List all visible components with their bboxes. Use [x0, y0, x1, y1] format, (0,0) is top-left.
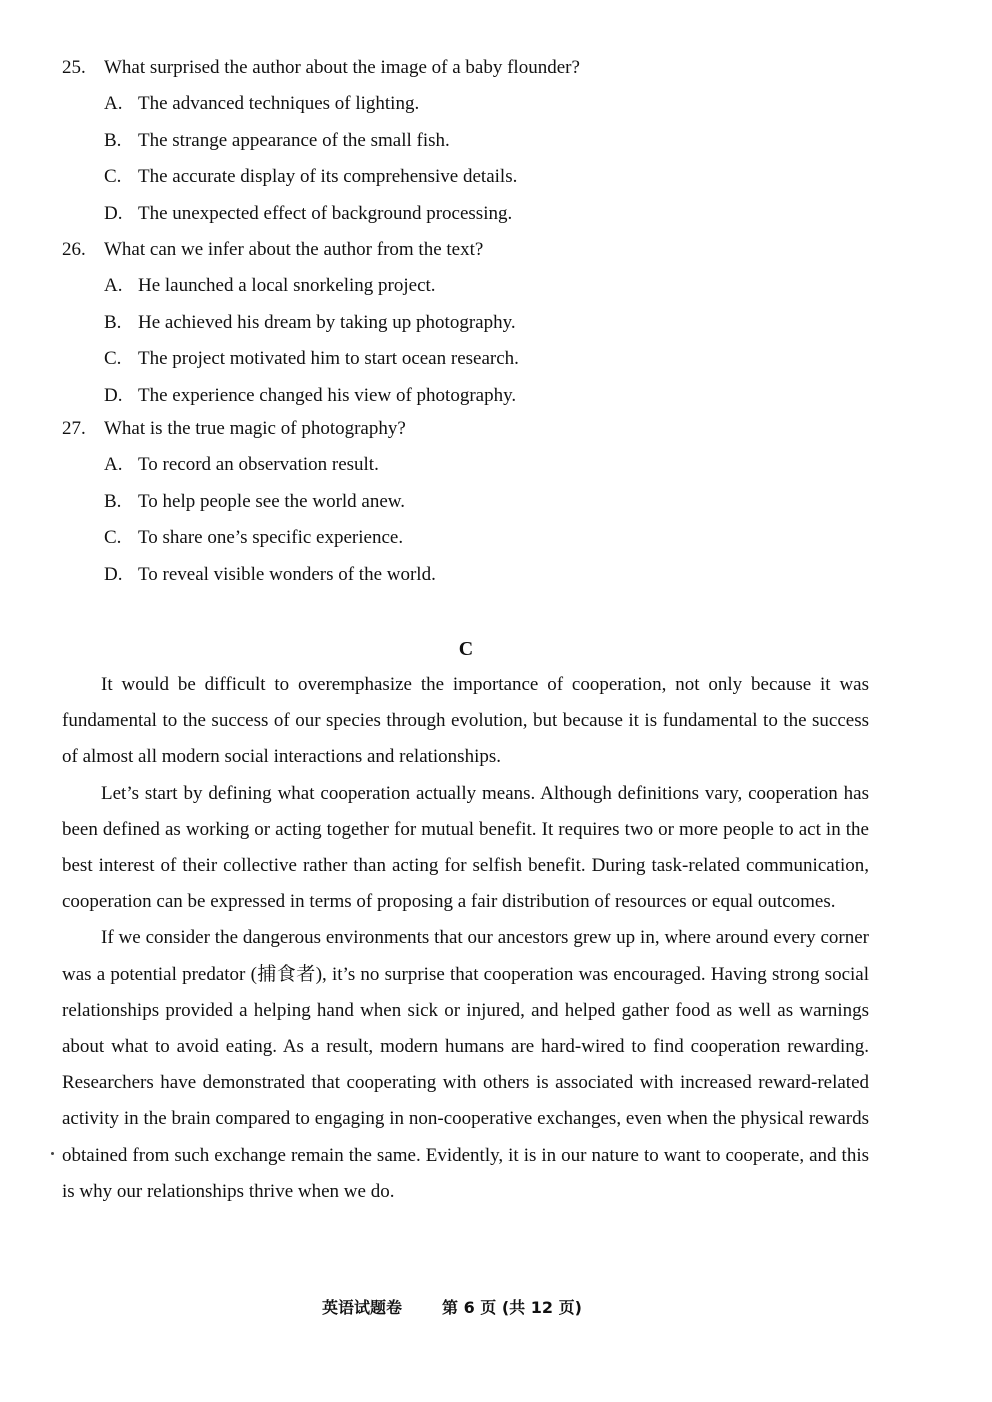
question-number: 25.	[62, 57, 86, 78]
scan-speck	[51, 1152, 54, 1155]
option-letter: C.	[104, 166, 122, 187]
option-a	[62, 447, 922, 484]
option-d	[62, 557, 922, 594]
option-c	[62, 341, 922, 378]
option-a	[62, 268, 922, 305]
question-number: 27.	[62, 418, 86, 439]
option-letter: D.	[104, 202, 123, 224]
passage-paragraph-2: Let’s start by defining what cooperation actually means. Although definitions vary, cooperation has been defined as working or acting together for mutual benefit. It requires two or more people to act in the best interest of their collective rather than acting for selfish benefit. During task-related communication, cooperation can be expressed in terms of proposing a fair distribution of resources or equal outcomes.	[62, 782, 869, 913]
option-b	[62, 484, 922, 521]
option-letter: C.	[104, 348, 122, 369]
option-text: He launched a local snorkeling project.	[138, 275, 436, 296]
question-stem	[62, 411, 922, 447]
option-text: The strange appearance of the small fish.	[138, 129, 450, 151]
option-text: The experience changed his view of photography.	[138, 384, 517, 406]
option-text: He achieved his dream by taking up photography.	[138, 311, 516, 333]
option-c	[62, 159, 922, 196]
option-d	[62, 196, 922, 233]
option-a	[62, 86, 922, 123]
option-text: The advanced techniques of lighting.	[138, 93, 420, 114]
option-text: To help people see the world anew.	[138, 490, 406, 512]
question-stem	[62, 50, 922, 86]
option-letter: C.	[104, 527, 122, 548]
option-letter: D.	[104, 563, 123, 585]
option-letter: D.	[104, 384, 123, 406]
option-text: The accurate display of its comprehensive details.	[138, 166, 518, 187]
option-c	[62, 520, 922, 557]
question-text: What is the true magic of photography?	[104, 418, 406, 439]
option-d	[62, 378, 922, 415]
option-letter: B.	[104, 490, 122, 512]
option-letter: A.	[104, 275, 123, 296]
option-letter: A.	[104, 454, 123, 475]
option-text: To share one’s specific experience.	[138, 527, 404, 548]
passage-paragraph-1: It would be difficult to overemphasize the importance of cooperation, not only because it was fundamental to the success of our species through evolution, but because it is fundamental to the success of almost all modern social interactions and relationships.	[62, 674, 869, 768]
question-text: What can we infer about the author from the text?	[104, 239, 484, 260]
question-27	[62, 411, 922, 593]
option-letter: B.	[104, 129, 122, 151]
question-26	[62, 232, 922, 414]
passage-paragraph-3: If we consider the dangerous environments that our ancestors grew up in, where around every corner was a potential predator (捕食者), it’s no surprise that cooperation was encouraged. Having strong social relationships provided a helping hand when sick or injured, and helped gather food as well as warnings about what to avoid eating. As a result, modern humans are hard-wired to find cooperation rewarding. Researchers have demonstrated that cooperating with others is associated with increased reward-related activity in the brain compared to engaging in non-cooperative exchanges, even when the physical rewards obtained from such exchange remain the same. Evidently, it is in our nature to want to cooperate, and this is why our relationships thrive when we do.	[62, 927, 869, 1202]
option-text: The unexpected effect of background processing.	[138, 202, 513, 224]
option-b	[62, 123, 922, 160]
option-text: The project motivated him to start ocean research.	[138, 348, 519, 369]
paper-name: 英语试题卷	[322, 1298, 403, 1317]
option-letter: A.	[104, 93, 123, 114]
option-text: To record an observation result.	[138, 454, 379, 475]
page-number: 第 6 页 (共 12 页)	[442, 1298, 582, 1317]
page-footer	[322, 1296, 582, 1320]
option-text: To reveal visible wonders of the world.	[138, 563, 436, 585]
section-heading: C	[458, 638, 474, 660]
reading-passage	[62, 667, 869, 1210]
question-text: What surprised the author about the image of a baby flounder?	[104, 57, 580, 78]
question-stem	[62, 232, 922, 268]
option-letter: B.	[104, 311, 122, 333]
option-b	[62, 305, 922, 342]
question-number: 26.	[62, 239, 86, 260]
question-25	[62, 50, 922, 232]
